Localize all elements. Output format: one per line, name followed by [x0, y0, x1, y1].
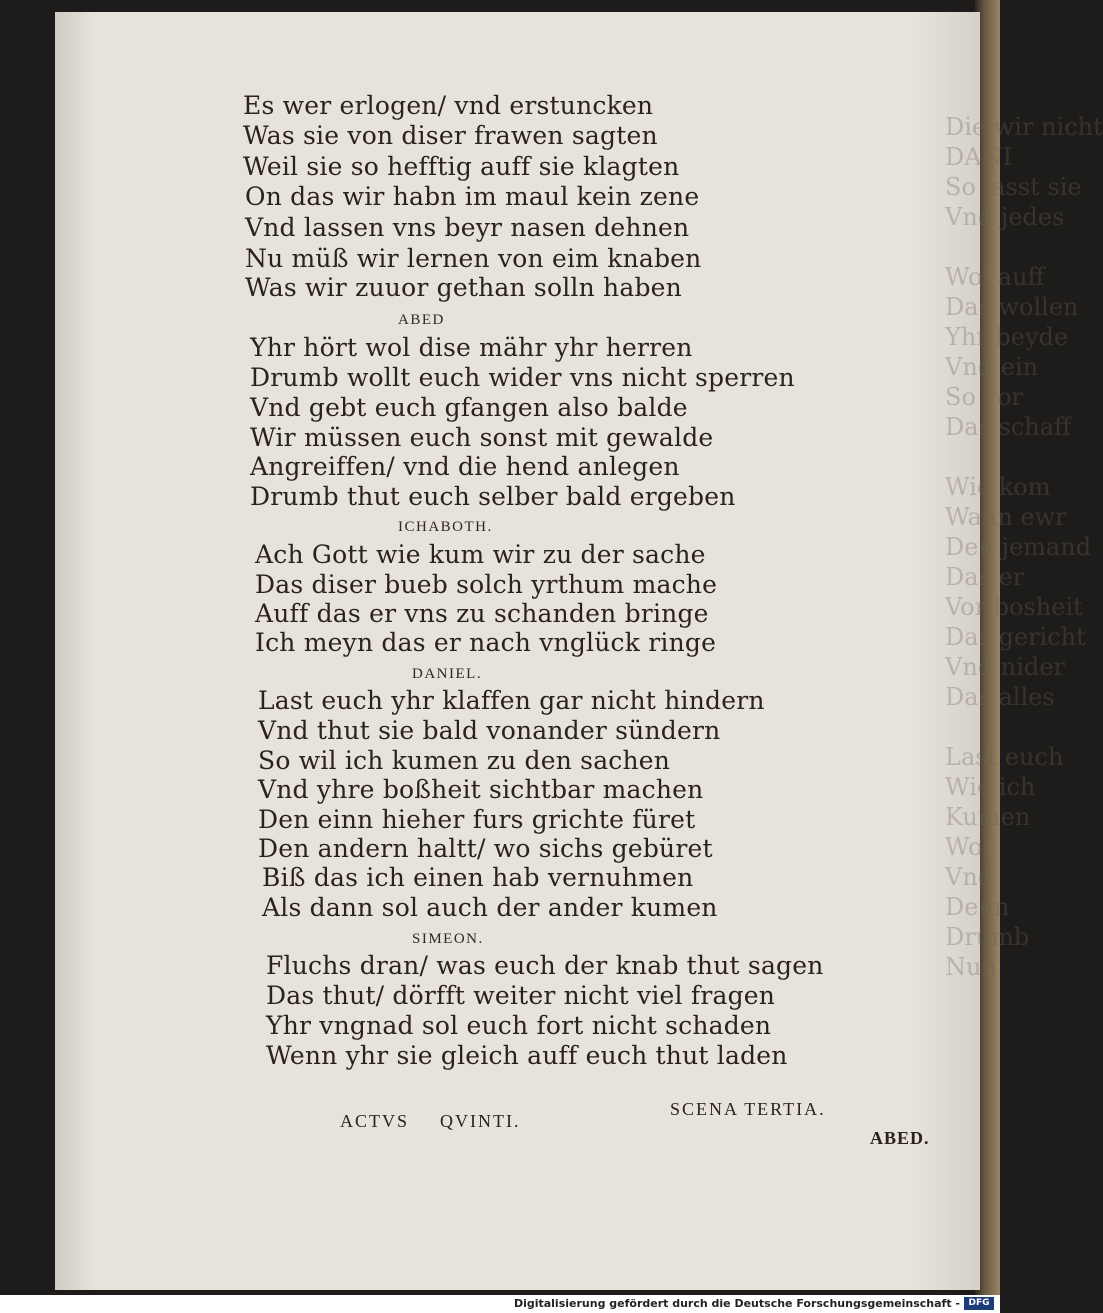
verse-line: So wil ich kumen zu den sachen — [258, 746, 671, 775]
verse-line: Wenn yhr sie gleich auff euch thut laden — [266, 1041, 788, 1070]
verse-line: Vnd thut sie bald vonander sündern — [258, 716, 721, 745]
verse-line: Den einn hieher furs grichte füret — [258, 805, 696, 834]
verse-line: On das wir habn im maul kein zene — [245, 182, 700, 211]
verse-line: Last euch yhr klaffen gar nicht hindern — [258, 686, 765, 715]
act-number: QVINTI. — [440, 1111, 521, 1131]
verse-line: Angreiffen/ vnd die hend anlegen — [250, 452, 680, 481]
verse-line: Vnd lassen vns beyr nasen dehnen — [245, 213, 690, 242]
verse-line: Yhr vngnad sol euch fort nicht schaden — [266, 1011, 772, 1040]
bleed-through-line: Die wir nicht — [945, 113, 1103, 141]
bleed-through-line: Wol — [945, 833, 991, 861]
bleed-through-line: Wie kom — [945, 473, 1051, 501]
verse-line: Den andern haltt/ wo sichs gebüret — [258, 834, 713, 863]
bleed-through-line: Vnd jedes — [945, 203, 1065, 231]
verse-line: Vnd yhre boßheit sichtbar machen — [258, 775, 704, 804]
bleed-through-line: Vnd ein — [945, 353, 1039, 381]
bleed-through-line: Wol auff — [945, 263, 1045, 291]
bleed-through-line: Kumen — [945, 803, 1031, 831]
act-label: ACTVS — [340, 1111, 410, 1131]
bleed-through-line: Das schaff — [945, 413, 1072, 441]
bleed-through-line: Nun — [945, 953, 997, 981]
bleed-through-line: So vor — [945, 383, 1023, 411]
scene-label: SCENA TERTIA. — [670, 1099, 826, 1119]
verse-line: Wir müssen euch sonst mit gewalde — [250, 423, 714, 452]
funding-credit: Digitalisierung gefördert durch die Deutsche Forschungsgemeinschaft - — [513, 1297, 960, 1310]
speaker-name: DANIEL. — [412, 666, 483, 682]
verse-line: Yhr hört wol dise mähr yhr herren — [250, 333, 693, 362]
bleed-through-line: Last euch — [945, 743, 1064, 771]
catchword: ABED. — [870, 1128, 930, 1148]
bleed-through-line: Das alles — [945, 683, 1055, 711]
verse-line: Was sie von diser frawen sagten — [243, 121, 658, 150]
bleed-through-line: Yhr beyde — [945, 323, 1069, 351]
bleed-through-line — [945, 712, 1030, 742]
speaker-name: ABED — [398, 312, 445, 328]
verse-line: Drumb thut euch selber bald ergeben — [250, 482, 736, 511]
speaker-name: ICHABOTH. — [398, 519, 493, 535]
verse-line: Was wir zuuor gethan solln haben — [245, 273, 682, 302]
bleed-through-line: Vor bosheit — [945, 593, 1083, 621]
verse-line: Weil sie so hefftig auff sie klagten — [243, 152, 680, 181]
verse-line: Auff das er vns zu schanden bringe — [255, 599, 709, 628]
bleed-through-line: Das wollen — [945, 293, 1079, 321]
bleed-through-line — [945, 442, 1030, 472]
verse-line: Das thut/ dörfft weiter nicht viel fragen — [266, 981, 776, 1010]
bleed-through-line: DANI — [945, 143, 1013, 171]
verse-line: Fluchs dran/ was euch der knab thut sagen — [266, 951, 824, 980]
bleed-through-line: Drumb — [945, 923, 1030, 951]
verse-line: Ich meyn das er nach vnglück ringe — [255, 628, 717, 657]
verse-line: Das diser bueb solch yrthum mache — [255, 570, 718, 599]
bleed-through-text — [945, 112, 1103, 1112]
verse-line: Vnd gebt euch gfangen also balde — [250, 393, 688, 422]
verse-line: Nu müß wir lernen von eim knaben — [245, 244, 702, 273]
dfg-logo: DFG — [964, 1297, 994, 1310]
bleed-through-line: Denn — [945, 893, 1010, 921]
verse-line: Drumb wollt euch wider vns nicht sperren — [250, 363, 795, 392]
bleed-through-line: Wie ich — [945, 773, 1036, 801]
bleed-through-line: Das gericht — [945, 623, 1086, 651]
bleed-through-line — [945, 232, 1030, 262]
verse-line: Biß das ich einen hab vernuhmen — [262, 863, 694, 892]
bleed-through-line: Wann ewr — [945, 503, 1067, 531]
verse-line: Es wer erlogen/ vnd erstuncken — [243, 91, 654, 120]
verse-line: Als dann sol auch der ander kumen — [262, 893, 718, 922]
bleed-through-line: Den jemand — [945, 533, 1092, 561]
bleed-through-line: So lasst sie — [945, 173, 1082, 201]
verse-line: Ach Gott wie kum wir zu der sache — [255, 540, 706, 569]
bleed-through-line: Vnd — [945, 863, 994, 891]
speaker-name: SIMEON. — [412, 931, 484, 947]
bleed-through-line: Vnd nider — [945, 653, 1065, 681]
bleed-through-line: Das er — [945, 563, 1025, 591]
